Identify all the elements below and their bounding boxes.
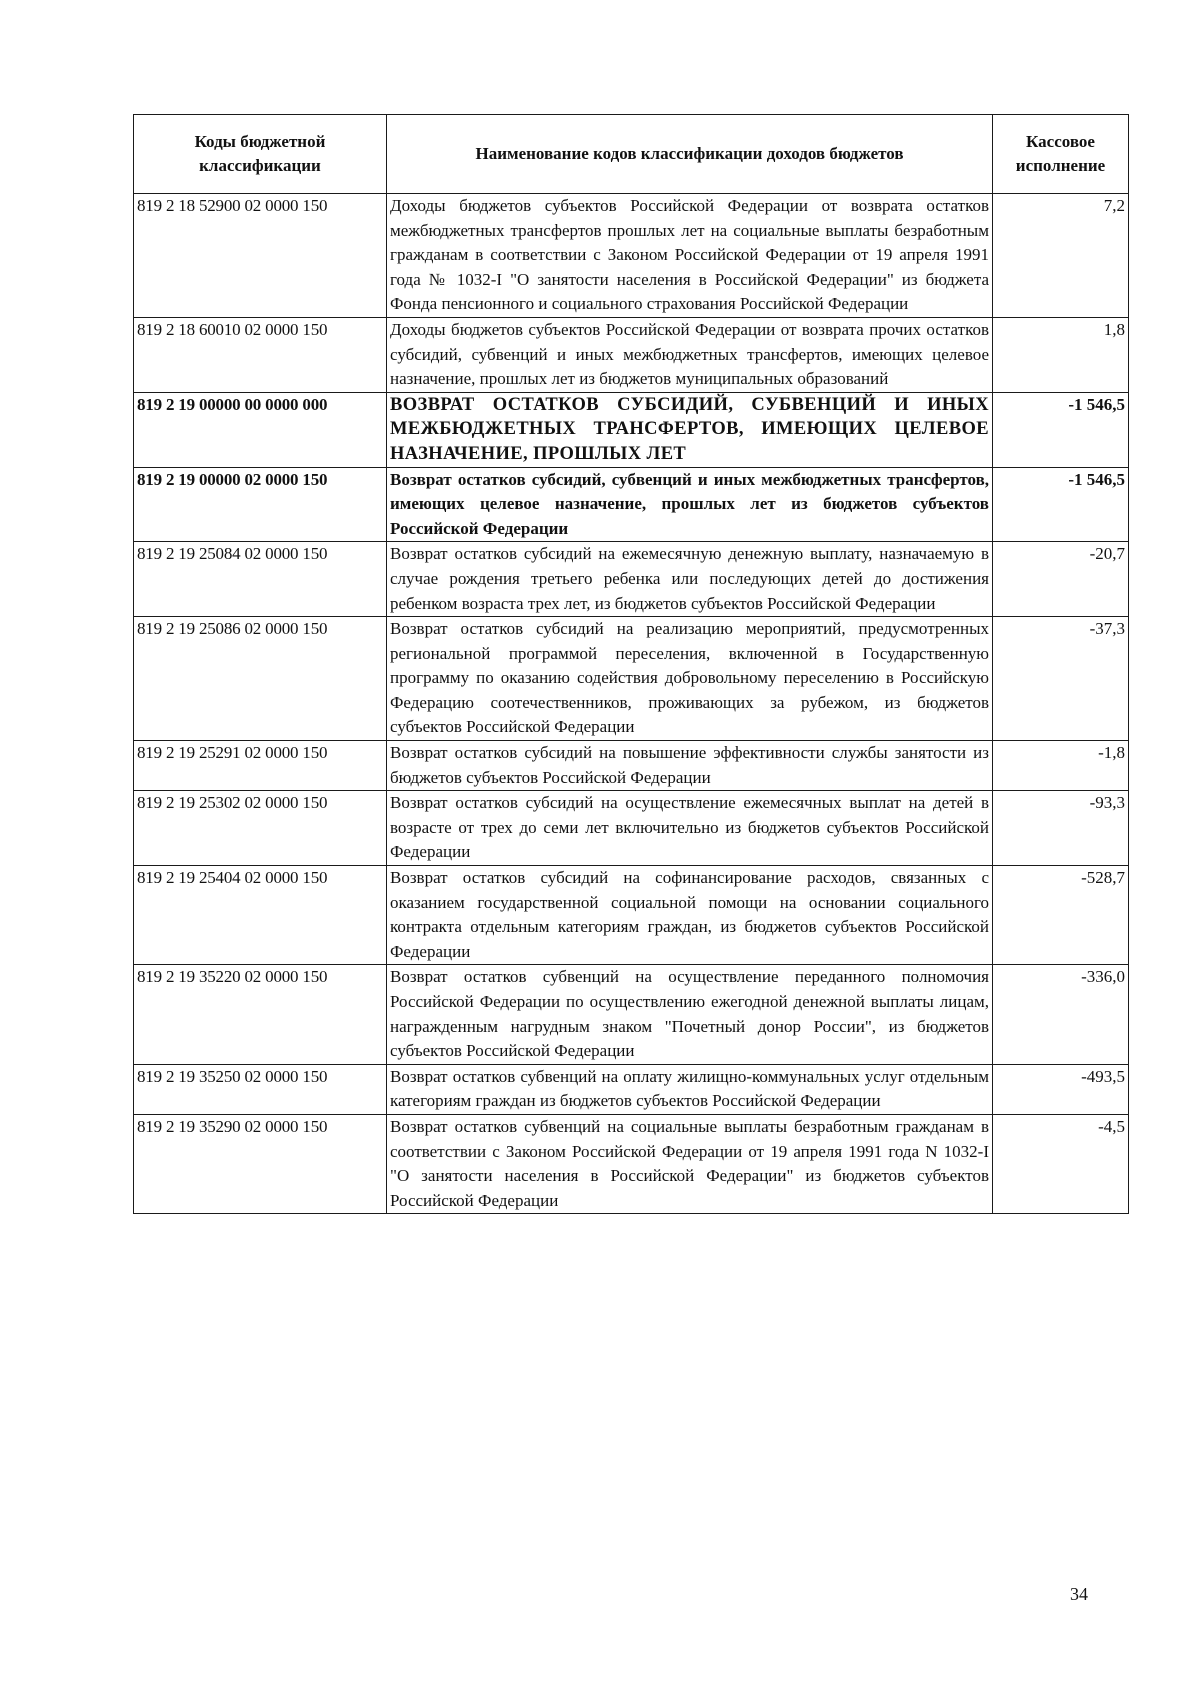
row-name: Возврат остатков субсидий, субвенций и иных межбюджетных трансфертов, имеющих целевое назначение, прошлых лет из бюджетов субъектов Российской Федерации <box>387 467 993 542</box>
row-code: 819 2 19 25291 02 0000 150 <box>134 741 387 791</box>
header-row <box>134 115 1129 194</box>
row-code: 819 2 18 52900 02 0000 150 <box>134 194 387 318</box>
row-sum: -37,3 <box>993 617 1129 741</box>
header-name: Наименование кодов классификации доходов бюджетов <box>387 115 993 194</box>
row-name: Возврат остатков субсидий на реализацию мероприятий, предусмотренных региональной программой переселения, включенной в Государственную программу по оказанию содействия добровольному переселению в Российскую Федерацию соотечественников, проживающих за рубежом, из бюджетов субъектов Российской Федерации <box>387 617 993 741</box>
table-row <box>134 542 1129 617</box>
row-code: 819 2 19 25086 02 0000 150 <box>134 617 387 741</box>
row-code: 819 2 19 25404 02 0000 150 <box>134 866 387 965</box>
page-number: 34 <box>1070 1584 1088 1604</box>
row-sum: -1,8 <box>993 741 1129 791</box>
row-sum: -4,5 <box>993 1114 1129 1213</box>
row-name: Доходы бюджетов субъектов Российской Федерации от возврата прочих остатков субсидий, субвенций и иных межбюджетных трансфертов, имеющих целевое назначение, прошлых лет из бюджетов муниципальных образований <box>387 317 993 392</box>
row-name: Возврат остатков субвенций на осуществление переданного полномочия Российской Федерации по осуществлению ежегодной денежной выплаты лицам, награжденным нагрудным знаком "Почетный донор России", из бюджетов субъектов Российской Федерации <box>387 965 993 1064</box>
row-sum: -1 546,5 <box>993 392 1129 467</box>
row-name: Возврат остатков субвенций на оплату жилищно-коммунальных услуг отдельным категориям граждан из бюджетов субъектов Российской Федерации <box>387 1064 993 1114</box>
row-name: Возврат остатков субвенций на социальные выплаты безработным гражданам в соответствии с Законом Российской Федерации от 19 апреля 1991 года N 1032-I "О занятости населения в Российской Федерации" из бюджетов субъектов Российской Федерации <box>387 1114 993 1213</box>
table-row <box>134 1064 1129 1114</box>
table-row <box>134 617 1129 741</box>
budget-classification-table <box>133 114 1129 1214</box>
row-sum: -93,3 <box>993 791 1129 866</box>
row-sum: 7,2 <box>993 194 1129 318</box>
row-code: 819 2 19 25084 02 0000 150 <box>134 542 387 617</box>
row-name: Доходы бюджетов субъектов Российской Федерации от возврата остатков межбюджетных трансфертов прошлых лет на социальные выплаты безработным гражданам в соответствии с Законом Российской Федерации от 19 апреля 1991 года № 1032-I "О занятости населения в Российской Федерации" из бюджета Фонда пенсионного и социального страхования Российской Федерации <box>387 194 993 318</box>
header-sum: Кассовое исполнение <box>993 115 1129 194</box>
row-sum: -20,7 <box>993 542 1129 617</box>
row-sum: -493,5 <box>993 1064 1129 1114</box>
header-code: Коды бюджетной классификации <box>134 115 387 194</box>
row-code: 819 2 18 60010 02 0000 150 <box>134 317 387 392</box>
row-name: Возврат остатков субсидий на повышение эффективности службы занятости из бюджетов субъектов Российской Федерации <box>387 741 993 791</box>
row-sum: -336,0 <box>993 965 1129 1064</box>
table-row <box>134 791 1129 866</box>
table-row <box>134 866 1129 965</box>
row-name: Возврат остатков субсидий на осуществление ежемесячных выплат на детей в возрасте от трех до семи лет включительно из бюджетов субъектов Российской Федерации <box>387 791 993 866</box>
row-code: 819 2 19 35290 02 0000 150 <box>134 1114 387 1213</box>
table-row <box>134 1114 1129 1213</box>
table-row-section-total <box>134 392 1129 467</box>
row-code: 819 2 19 00000 00 0000 000 <box>134 392 387 467</box>
row-name: Возврат остатков субсидий на софинансирование расходов, связанных с оказанием государственной социальной помощи на основании социального контракта отдельным категориям граждан, из бюджетов субъектов Российской Федерации <box>387 866 993 965</box>
table-row <box>134 741 1129 791</box>
row-sum: -528,7 <box>993 866 1129 965</box>
row-sum: -1 546,5 <box>993 467 1129 542</box>
table-row <box>134 317 1129 392</box>
row-name: Возврат остатков субсидий на ежемесячную денежную выплату, назначаемую в случае рождения третьего ребенка или последующих детей до достижения ребенком возраста трех лет, из бюджетов субъектов Российской Федерации <box>387 542 993 617</box>
table-header <box>134 115 1129 194</box>
table-body <box>134 194 1129 1214</box>
row-code: 819 2 19 25302 02 0000 150 <box>134 791 387 866</box>
row-code: 819 2 19 35220 02 0000 150 <box>134 965 387 1064</box>
table-row-subtotal <box>134 467 1129 542</box>
row-code: 819 2 19 35250 02 0000 150 <box>134 1064 387 1114</box>
row-code: 819 2 19 00000 02 0000 150 <box>134 467 387 542</box>
table-row <box>134 965 1129 1064</box>
row-name: ВОЗВРАТ ОСТАТКОВ СУБСИДИЙ, СУБВЕНЦИЙ И ИНЫХ МЕЖБЮДЖЕТНЫХ ТРАНСФЕРТОВ, ИМЕЮЩИХ ЦЕЛЕВОЕ НАЗНАЧЕНИЕ, ПРОШЛЫХ ЛЕТ <box>387 392 993 467</box>
row-sum: 1,8 <box>993 317 1129 392</box>
table-row <box>134 194 1129 318</box>
